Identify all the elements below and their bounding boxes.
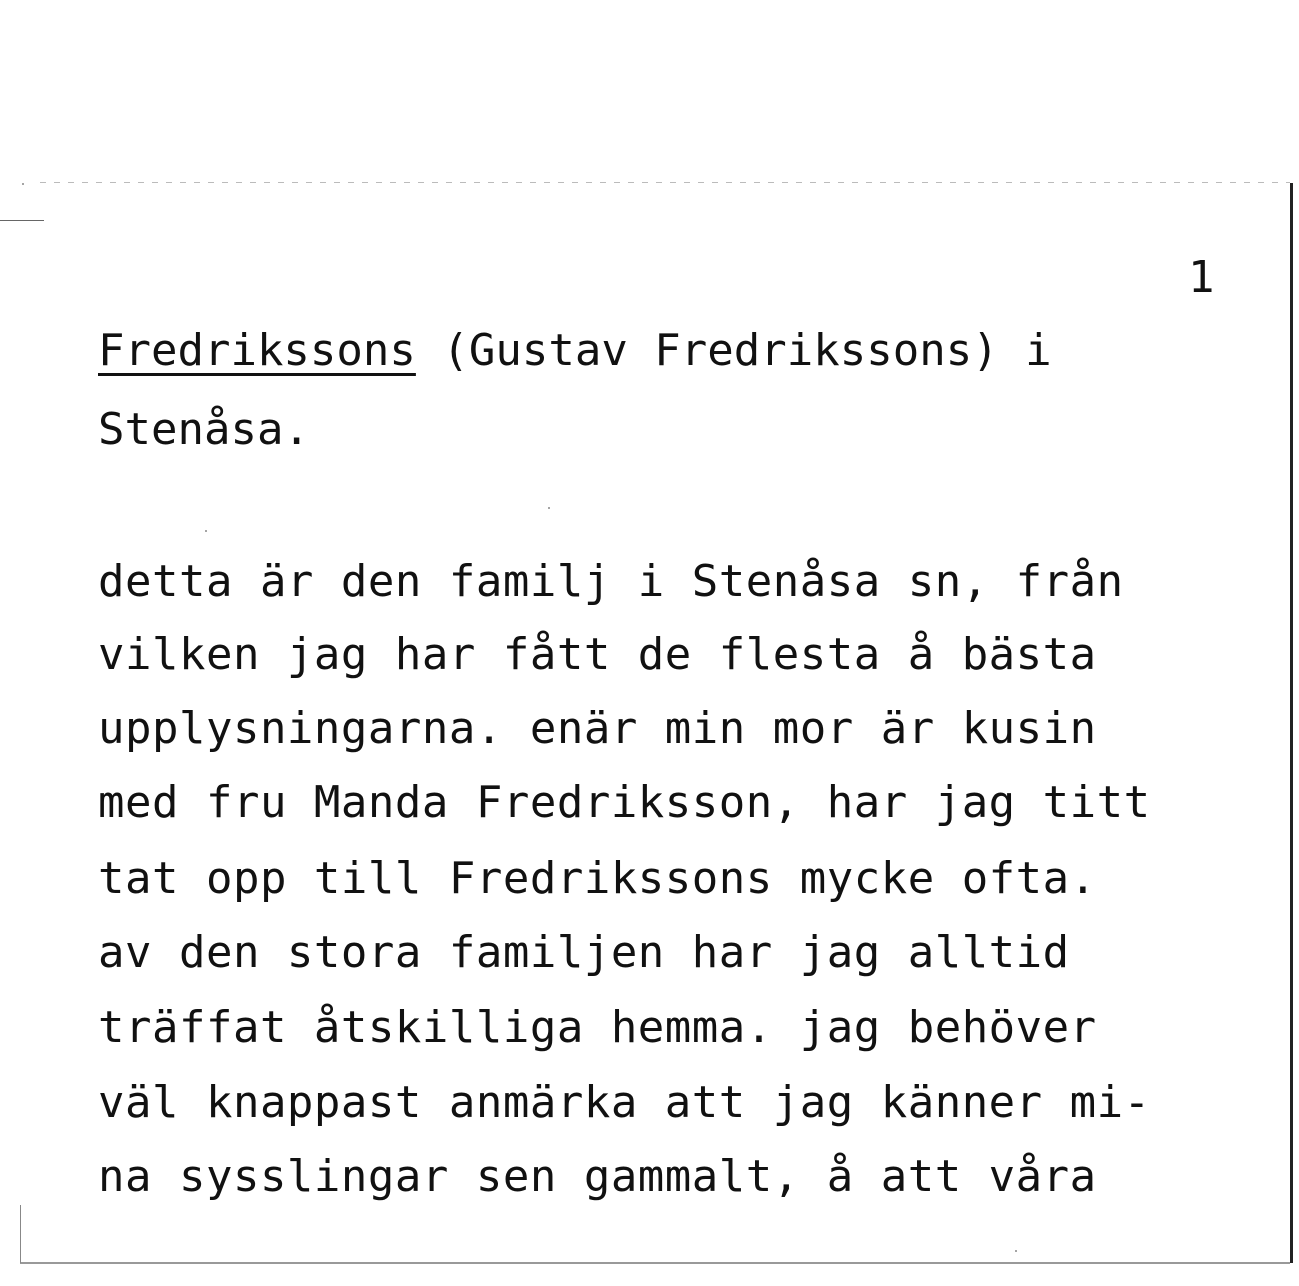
family-name: Fredrikssons [98, 325, 416, 376]
scan-speck [22, 183, 24, 185]
page-number: 1 [1188, 252, 1215, 303]
body-line: na sysslingar sen gammalt, å att våra [98, 1151, 1097, 1202]
card-left-edge [20, 1205, 21, 1263]
margin-tick [0, 220, 44, 221]
body-line: träffat åtskilliga hemma. jag behöver [98, 1002, 1097, 1053]
card-heading [98, 325, 1052, 377]
scan-speck [205, 530, 207, 532]
scan-speck [1015, 1250, 1017, 1252]
body-line: väl knappast anmärka att jag känner mi- [98, 1077, 1151, 1128]
card-bottom-edge [20, 1262, 1290, 1264]
heading-rest: (Gustav Fredrikssons) i [415, 325, 1052, 376]
card-top-edge [40, 182, 1290, 183]
body-line: tat opp till Fredrikssons mycke ofta. [98, 853, 1097, 904]
card-right-edge [1290, 183, 1293, 1263]
scan-speck [548, 507, 550, 509]
body-line: detta är den familj i Stenåsa sn, från [98, 556, 1124, 607]
heading-location: Stenåsa. [98, 404, 310, 455]
body-line: upplysningarna. enär min mor är kusin [98, 703, 1097, 754]
body-line: vilken jag har fått de flesta å bästa [98, 629, 1097, 680]
body-line: med fru Manda Fredriksson, har jag titt [98, 777, 1151, 828]
body-line: av den stora familjen har jag alltid [98, 927, 1070, 978]
